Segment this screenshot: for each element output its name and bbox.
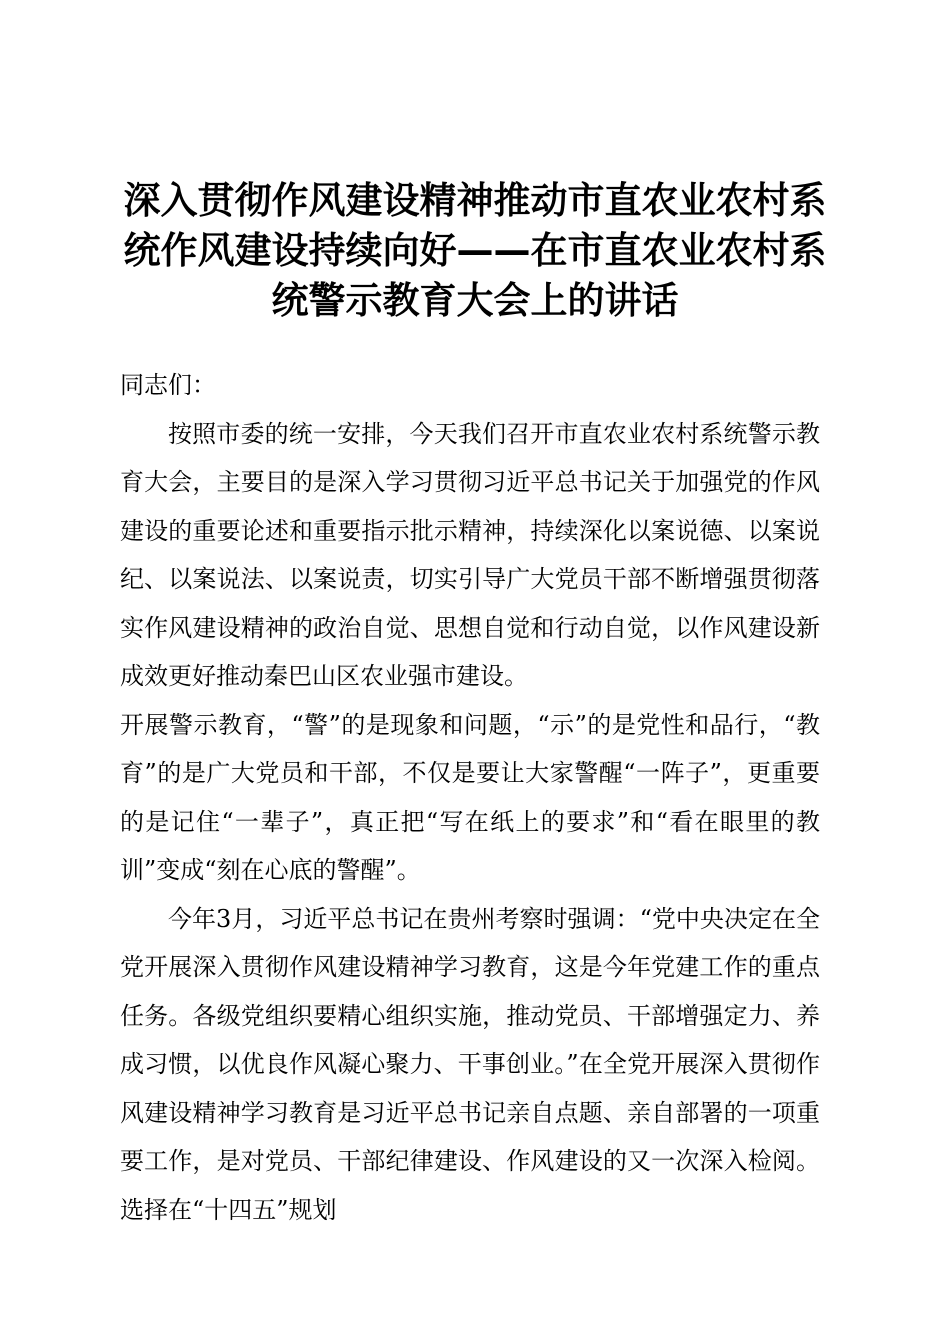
document-body: [120, 361, 820, 1234]
salutation: 同志们：: [120, 371, 216, 399]
document-title: 深入贯彻作风建设精神推动市直农业农村系统作风建设持续向好——在市直农业农村系统警示教育大会上的讲话: [123, 179, 827, 322]
paragraph-3: 今年3月，习近平总书记在贵州考察时强调：“党中央决定在全党开展深入贯彻作风建设精神学习教育，这是今年党建工作的重点任务。各级党组织要精心组织实施，推动党员、干部增强定力、养成习惯，以优良作风凝心聚力、干事创业。”在全党开展深入贯彻作风建设精神学习教育是习近平总书记亲自点题、亲自部署的一项重要工作，是对党员、干部纪律建设、作风建设的又一次深入检阅。选择在“十四五”规划: [120, 904, 820, 1224]
paragraph-2: 开展警示教育，“警”的是现象和问题，“示”的是党性和品行，“教育”的是广大党员和干部，不仅是要让大家警醒“一阵子”，更重要的是记住“一辈子”，真正把“写在纸上的要求”和“看在眼里的教训”变成“刻在心底的警醒”。: [120, 710, 820, 884]
paragraph-1: 按照市委的统一安排，今天我们召开市直农业农村系统警示教育大会，主要目的是深入学习贯彻习近平总书记关于加强党的作风建设的重要论述和重要指示批示精神，持续深化以案说德、以案说纪、以案说法、以案说责，切实引导广大党员干部不断增强贯彻落实作风建设精神的政治自觉、思想自觉和行动自觉，以作风建设新成效更好推动秦巴山区农业强市建设。: [120, 419, 820, 690]
